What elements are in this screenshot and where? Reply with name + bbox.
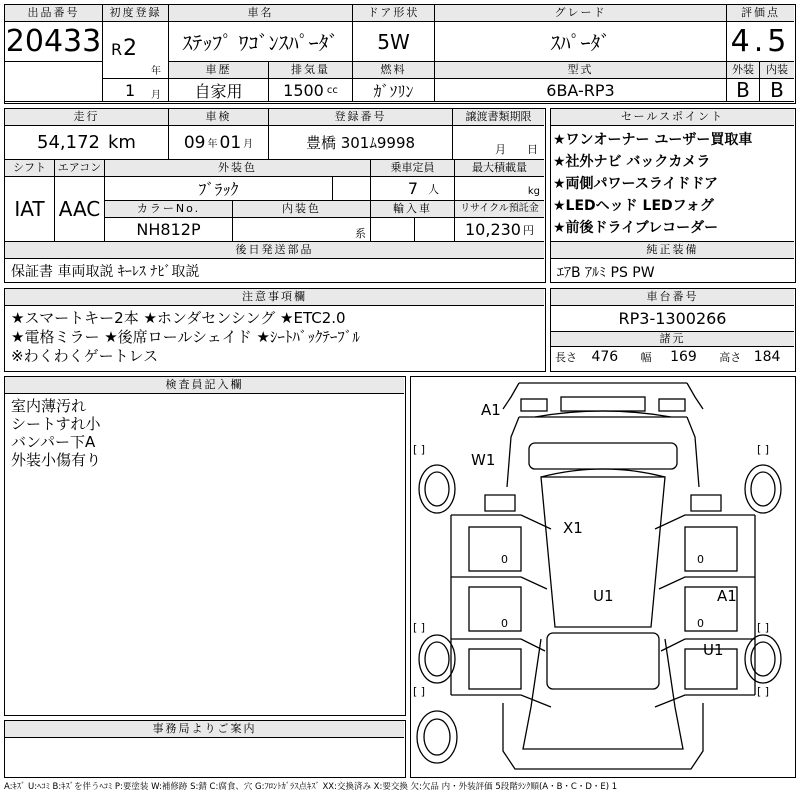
int-color-suffix: 系 bbox=[355, 227, 366, 240]
damage-mark: X1 bbox=[563, 519, 583, 537]
sales-list bbox=[551, 126, 794, 242]
zero-mark: 0 bbox=[697, 617, 704, 630]
damage-diagram bbox=[410, 376, 796, 778]
plate: 豊橋 301ﾑ9998 bbox=[269, 126, 453, 160]
capacity-label: 乗車定員 bbox=[371, 160, 455, 177]
model: 6BA-RP3 bbox=[435, 79, 727, 102]
first-reg-label: 初度登録 bbox=[103, 5, 169, 22]
left-mirror bbox=[485, 495, 515, 511]
capacity-unit: 人 bbox=[428, 182, 440, 196]
damage-mark: U1 bbox=[593, 587, 614, 605]
zero-mark: 0 bbox=[501, 553, 508, 566]
recycle-cell bbox=[455, 218, 544, 242]
damage-mark: U1 bbox=[703, 641, 724, 659]
mileage: 54,172 bbox=[37, 132, 100, 153]
damage-mark: W1 bbox=[471, 451, 496, 469]
transfer-cell bbox=[453, 126, 544, 160]
inspector-label: 検査員記入欄 bbox=[5, 377, 404, 394]
width: 169 bbox=[670, 349, 697, 365]
import-label: 輸入車 bbox=[371, 201, 455, 218]
ac: AAC bbox=[55, 177, 105, 242]
length-label: 長さ bbox=[555, 351, 577, 364]
wheel-rl-inner bbox=[425, 642, 449, 676]
equip: ｴｱB ｱﾙﾐ PS PW bbox=[557, 265, 655, 281]
history-label: 車歴 bbox=[169, 62, 269, 79]
bracket-mark: [ ] bbox=[413, 443, 426, 456]
first-reg-month bbox=[103, 79, 169, 102]
headlight-left bbox=[521, 399, 547, 411]
notes-list bbox=[11, 309, 360, 366]
width-label: 幅 bbox=[640, 351, 652, 364]
first-reg-year bbox=[103, 22, 169, 79]
load-cell bbox=[455, 177, 544, 201]
color-no-label: カラーNo. bbox=[105, 201, 233, 218]
chassis-number: RP3-1300266 bbox=[551, 306, 794, 332]
import-cell bbox=[371, 218, 415, 242]
headlight-right bbox=[659, 399, 685, 411]
insp-month-suffix: 月 bbox=[243, 139, 254, 150]
recycle-unit: 円 bbox=[522, 223, 534, 237]
left-door-2 bbox=[469, 587, 521, 631]
score: 4.5 bbox=[727, 22, 794, 62]
right-door-1 bbox=[685, 527, 737, 571]
fuel: ｶﾞｿﾘﾝ bbox=[353, 79, 435, 102]
wheel-fr-inner bbox=[751, 472, 775, 506]
exterior-score: B bbox=[727, 79, 760, 102]
dims-row bbox=[555, 349, 793, 365]
chassis-block bbox=[550, 288, 796, 372]
ac-label: エアコン bbox=[55, 160, 105, 177]
int-color-cell bbox=[233, 218, 371, 242]
sales-point: ★LEDヘッド LEDフォグ bbox=[553, 198, 714, 214]
shift: IAT bbox=[5, 177, 55, 242]
import-cell-2 bbox=[415, 218, 455, 242]
bracket-mark: [ ] bbox=[413, 685, 426, 698]
car-name-label: 車名 bbox=[169, 5, 353, 22]
car-diagram-svg bbox=[411, 377, 794, 776]
mileage-label: 走行 bbox=[5, 109, 169, 126]
grade-label: グレード bbox=[435, 5, 727, 22]
grille bbox=[561, 397, 645, 411]
inspector-line: バンパー下A bbox=[11, 433, 96, 451]
score-label: 評価点 bbox=[727, 5, 794, 22]
mileage-unit: km bbox=[108, 132, 136, 153]
history: 自家用 bbox=[169, 79, 269, 102]
sales-point: ★前後ドライブレコーダー bbox=[553, 220, 719, 236]
transfer-day: 日 bbox=[527, 143, 538, 156]
lot-blank bbox=[5, 62, 103, 102]
lot-no: 20433 bbox=[5, 22, 103, 62]
bracket-mark: [ ] bbox=[757, 685, 770, 698]
inspector-line: 室内薄汚れ bbox=[11, 397, 87, 415]
int-color-label: 内装色 bbox=[233, 201, 371, 218]
load-unit: kg bbox=[527, 186, 540, 197]
sales-points-block bbox=[550, 108, 796, 283]
era: R bbox=[111, 40, 123, 59]
inspector-line: 外装小傷有り bbox=[11, 451, 102, 469]
color-label: 外装色 bbox=[105, 160, 371, 177]
year-num: 2 bbox=[123, 36, 137, 61]
mileage-cell bbox=[5, 126, 169, 160]
legend: A:ｷｽﾞ U:ﾍｺﾐ B:ｷｽﾞを伴うﾍｺﾐ P:要塗装 W:補修跡 S:錆 C:腐食、穴 G:ﾌﾛﾝﾄｶﾞﾗｽ点ｷｽﾞ XX:交換済み X:要交換 欠:欠品 内・外装評価 5段階ﾗﾝｸ順(A・B・C・D・E) 1 bbox=[4, 782, 618, 792]
height: 184 bbox=[753, 349, 781, 365]
length: 476 bbox=[591, 349, 619, 365]
spare-tire-inner bbox=[424, 719, 450, 755]
note-line: ★電格ミラー ★後席ロールシェイド ★ｼｰﾄﾊﾞｯｸﾃｰﾌﾞﾙ bbox=[11, 328, 360, 346]
rear-bumper bbox=[503, 703, 703, 769]
insp-month: 01 bbox=[219, 132, 242, 153]
inspection-cell bbox=[169, 126, 269, 160]
transfer-label: 譲渡書類期限 bbox=[453, 109, 544, 126]
bracket-mark: [ ] bbox=[413, 621, 426, 634]
bracket-mark: [ ] bbox=[757, 443, 770, 456]
windshield bbox=[529, 443, 677, 469]
lot-no-label: 出品番号 bbox=[5, 5, 103, 22]
damage-mark: A1 bbox=[717, 587, 737, 605]
inspector-block bbox=[4, 376, 406, 716]
shift-label: シフト bbox=[5, 160, 55, 177]
recycle-label: リサイクル預託金 bbox=[455, 201, 544, 218]
chassis-label: 車台番号 bbox=[551, 289, 794, 306]
exterior-color: ﾌﾞﾗｯｸ bbox=[105, 177, 333, 201]
capacity-cell bbox=[371, 177, 455, 201]
bracket-mark: [ ] bbox=[757, 621, 770, 634]
load-label: 最大積載量 bbox=[455, 160, 544, 177]
equip-label: 純正装備 bbox=[551, 242, 794, 259]
later-label: 後日発送部品 bbox=[5, 242, 544, 259]
month-num: 1 bbox=[125, 81, 136, 100]
damage-mark: A1 bbox=[481, 401, 501, 419]
vehicle-info-block bbox=[4, 108, 546, 283]
left-side bbox=[451, 515, 551, 707]
door-label: ドア形状 bbox=[353, 5, 435, 22]
car-name: ｽﾃｯﾌﾟ ﾜｺﾞﾝｽﾊﾟｰﾀﾞ bbox=[169, 22, 353, 62]
sales-label: セールスポイント bbox=[551, 109, 794, 126]
recycle: 10,230 bbox=[465, 220, 521, 239]
dims-label: 諸元 bbox=[551, 332, 794, 347]
office-label: 事務局よりご案内 bbox=[5, 721, 404, 738]
insp-year-suffix: 年 bbox=[207, 139, 218, 150]
rear-window bbox=[547, 633, 659, 689]
front-bumper bbox=[503, 383, 703, 409]
hood bbox=[535, 411, 671, 417]
left-door-3 bbox=[469, 649, 521, 689]
door-type: 5W bbox=[353, 22, 435, 62]
exterior-label: 外装 bbox=[727, 62, 760, 79]
notes-label: 注意事項欄 bbox=[5, 289, 544, 306]
sales-point: ★社外ナビ バックカメラ bbox=[553, 154, 711, 170]
inspection-label: 車検 bbox=[169, 109, 269, 126]
height-label: 高さ bbox=[719, 351, 742, 364]
sales-point: ★両側パワースライドドア bbox=[553, 176, 719, 192]
displacement-label: 排気量 bbox=[269, 62, 353, 79]
transfer-month: 月 bbox=[495, 143, 506, 156]
model-label: 型式 bbox=[435, 62, 727, 79]
later-parts: 保証書 車両取説 ｷｰﾚｽ ﾅﾋﾞ取説 bbox=[11, 264, 200, 280]
office-block bbox=[4, 720, 406, 778]
roof-front bbox=[541, 469, 665, 477]
month-suffix: 月 bbox=[151, 90, 161, 101]
header-block bbox=[4, 4, 796, 104]
grade: ｽﾊﾟｰﾀﾞ bbox=[435, 22, 727, 62]
displacement-unit: cc bbox=[326, 84, 338, 96]
year-suffix: 年 bbox=[151, 66, 161, 77]
sales-point: ★ワンオーナー ユーザー買取車 bbox=[553, 132, 753, 148]
interior-score: B bbox=[760, 79, 794, 102]
zero-mark: 0 bbox=[501, 617, 508, 630]
note-line: ★スマートキー2本 ★ホンダセンシング ★ETC2.0 bbox=[11, 309, 346, 327]
plate-label: 登録番号 bbox=[269, 109, 453, 126]
left-door-1 bbox=[469, 527, 521, 571]
zero-mark: 0 bbox=[697, 553, 704, 566]
interior-label: 内装 bbox=[760, 62, 794, 79]
right-side bbox=[655, 515, 755, 707]
displacement: 1500 bbox=[283, 80, 324, 100]
color-no: NH812P bbox=[105, 218, 233, 242]
capacity: 7 bbox=[407, 179, 419, 198]
right-mirror bbox=[691, 495, 721, 511]
inspector-line: シートすれ小 bbox=[11, 415, 101, 433]
wheel-fl-inner bbox=[425, 472, 449, 506]
color-blank bbox=[333, 177, 371, 201]
note-line: ※わくわくゲートレス bbox=[11, 347, 159, 365]
displacement-cell bbox=[269, 79, 353, 102]
insp-year: 09 bbox=[183, 132, 206, 153]
inspector-notes bbox=[11, 397, 101, 469]
notes-block bbox=[4, 288, 546, 372]
fuel-label: 燃料 bbox=[353, 62, 435, 79]
